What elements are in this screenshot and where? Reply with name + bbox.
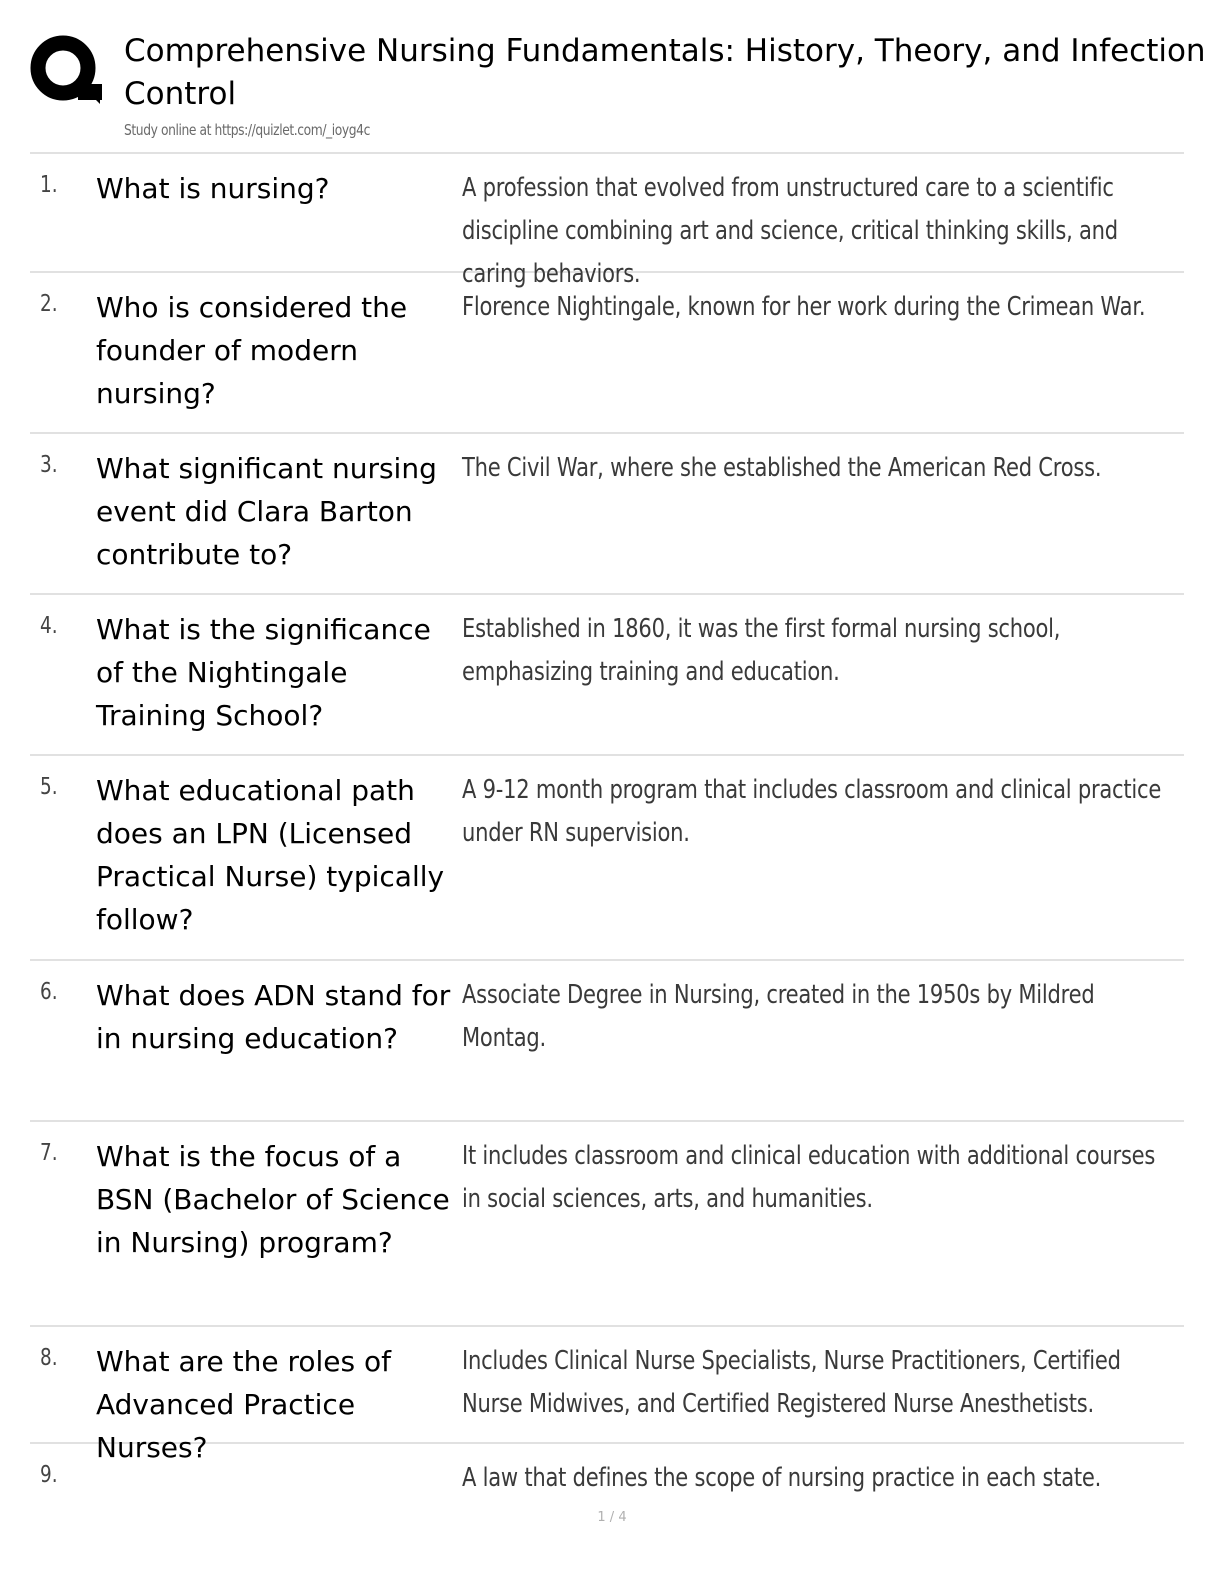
card-number: 8. xyxy=(40,1345,58,1371)
card-term: What is nursing? xyxy=(96,172,330,205)
flashcard-row xyxy=(30,756,1184,961)
card-definition: A law that defines the scope of nursing practice in each state. xyxy=(462,1463,1102,1493)
card-definition: A 9-12 month program that includes classroom and clinical practice under RN supervision. xyxy=(462,775,1162,848)
flashcard-row xyxy=(30,961,1184,1122)
card-term: What is the focus of a BSN (Bachelor of Science in Nursing) program? xyxy=(96,1140,450,1259)
card-number: 5. xyxy=(40,774,58,800)
card-term: What is the significance of the Nightingale Training School? xyxy=(96,613,431,732)
card-number: 1. xyxy=(40,172,58,198)
card-definition: It includes classroom and clinical education with additional courses in social sciences, arts, and humanities. xyxy=(462,1141,1156,1214)
flashcard-row xyxy=(30,595,1184,756)
card-number: 6. xyxy=(40,979,58,1005)
card-number: 2. xyxy=(40,291,58,317)
flashcard-row xyxy=(30,1122,1184,1327)
card-number: 4. xyxy=(40,613,58,639)
flashcard-row xyxy=(30,154,1184,289)
card-definition: Florence Nightingale, known for her work during the Crimean War. xyxy=(462,292,1146,322)
quizlet-q-logo-icon xyxy=(30,34,102,106)
card-term: What does ADN stand for in nursing education? xyxy=(96,979,451,1055)
card-term: What educational path does an LPN (Licensed Practical Nurse) typically follow? xyxy=(96,774,445,936)
card-term: What significant nursing event did Clara Barton contribute to? xyxy=(96,452,437,571)
card-term: Who is considered the founder of modern nursing? xyxy=(96,291,408,410)
flashcard-list xyxy=(30,152,1184,1504)
card-definition: A profession that evolved from unstructured care to a scientific discipline combining art and science, critical thinking skills, and caring behaviors. xyxy=(462,173,1118,289)
card-definition: Established in 1860, it was the first formal nursing school, emphasizing training and education. xyxy=(462,614,1061,687)
page-indicator: 1 / 4 xyxy=(597,1510,627,1525)
card-definition: Associate Degree in Nursing, created in the 1950s by Mildred Montag. xyxy=(462,980,1095,1053)
card-number: 3. xyxy=(40,452,58,478)
flashcard-row xyxy=(30,1444,1184,1504)
study-online-link[interactable]: Study online at https://quizlet.com/_ioyg4c xyxy=(124,121,370,139)
card-number: 9. xyxy=(40,1462,58,1488)
card-definition: The Civil War, where she established the American Red Cross. xyxy=(462,453,1102,483)
page-title: Comprehensive Nursing Fundamentals: History, Theory, and Infection Control xyxy=(124,33,1206,112)
card-term: What are the roles of Advanced Practice Nurses? xyxy=(96,1345,392,1464)
card-number: 7. xyxy=(40,1140,58,1166)
card-definition: Includes Clinical Nurse Specialists, Nurse Practitioners, Certified Nurse Midwives, and Certified Registered Nurse Anesthetists. xyxy=(462,1346,1121,1419)
flashcard-row xyxy=(30,1327,1184,1464)
flashcard-row xyxy=(30,434,1184,595)
flashcard-row xyxy=(30,273,1184,434)
